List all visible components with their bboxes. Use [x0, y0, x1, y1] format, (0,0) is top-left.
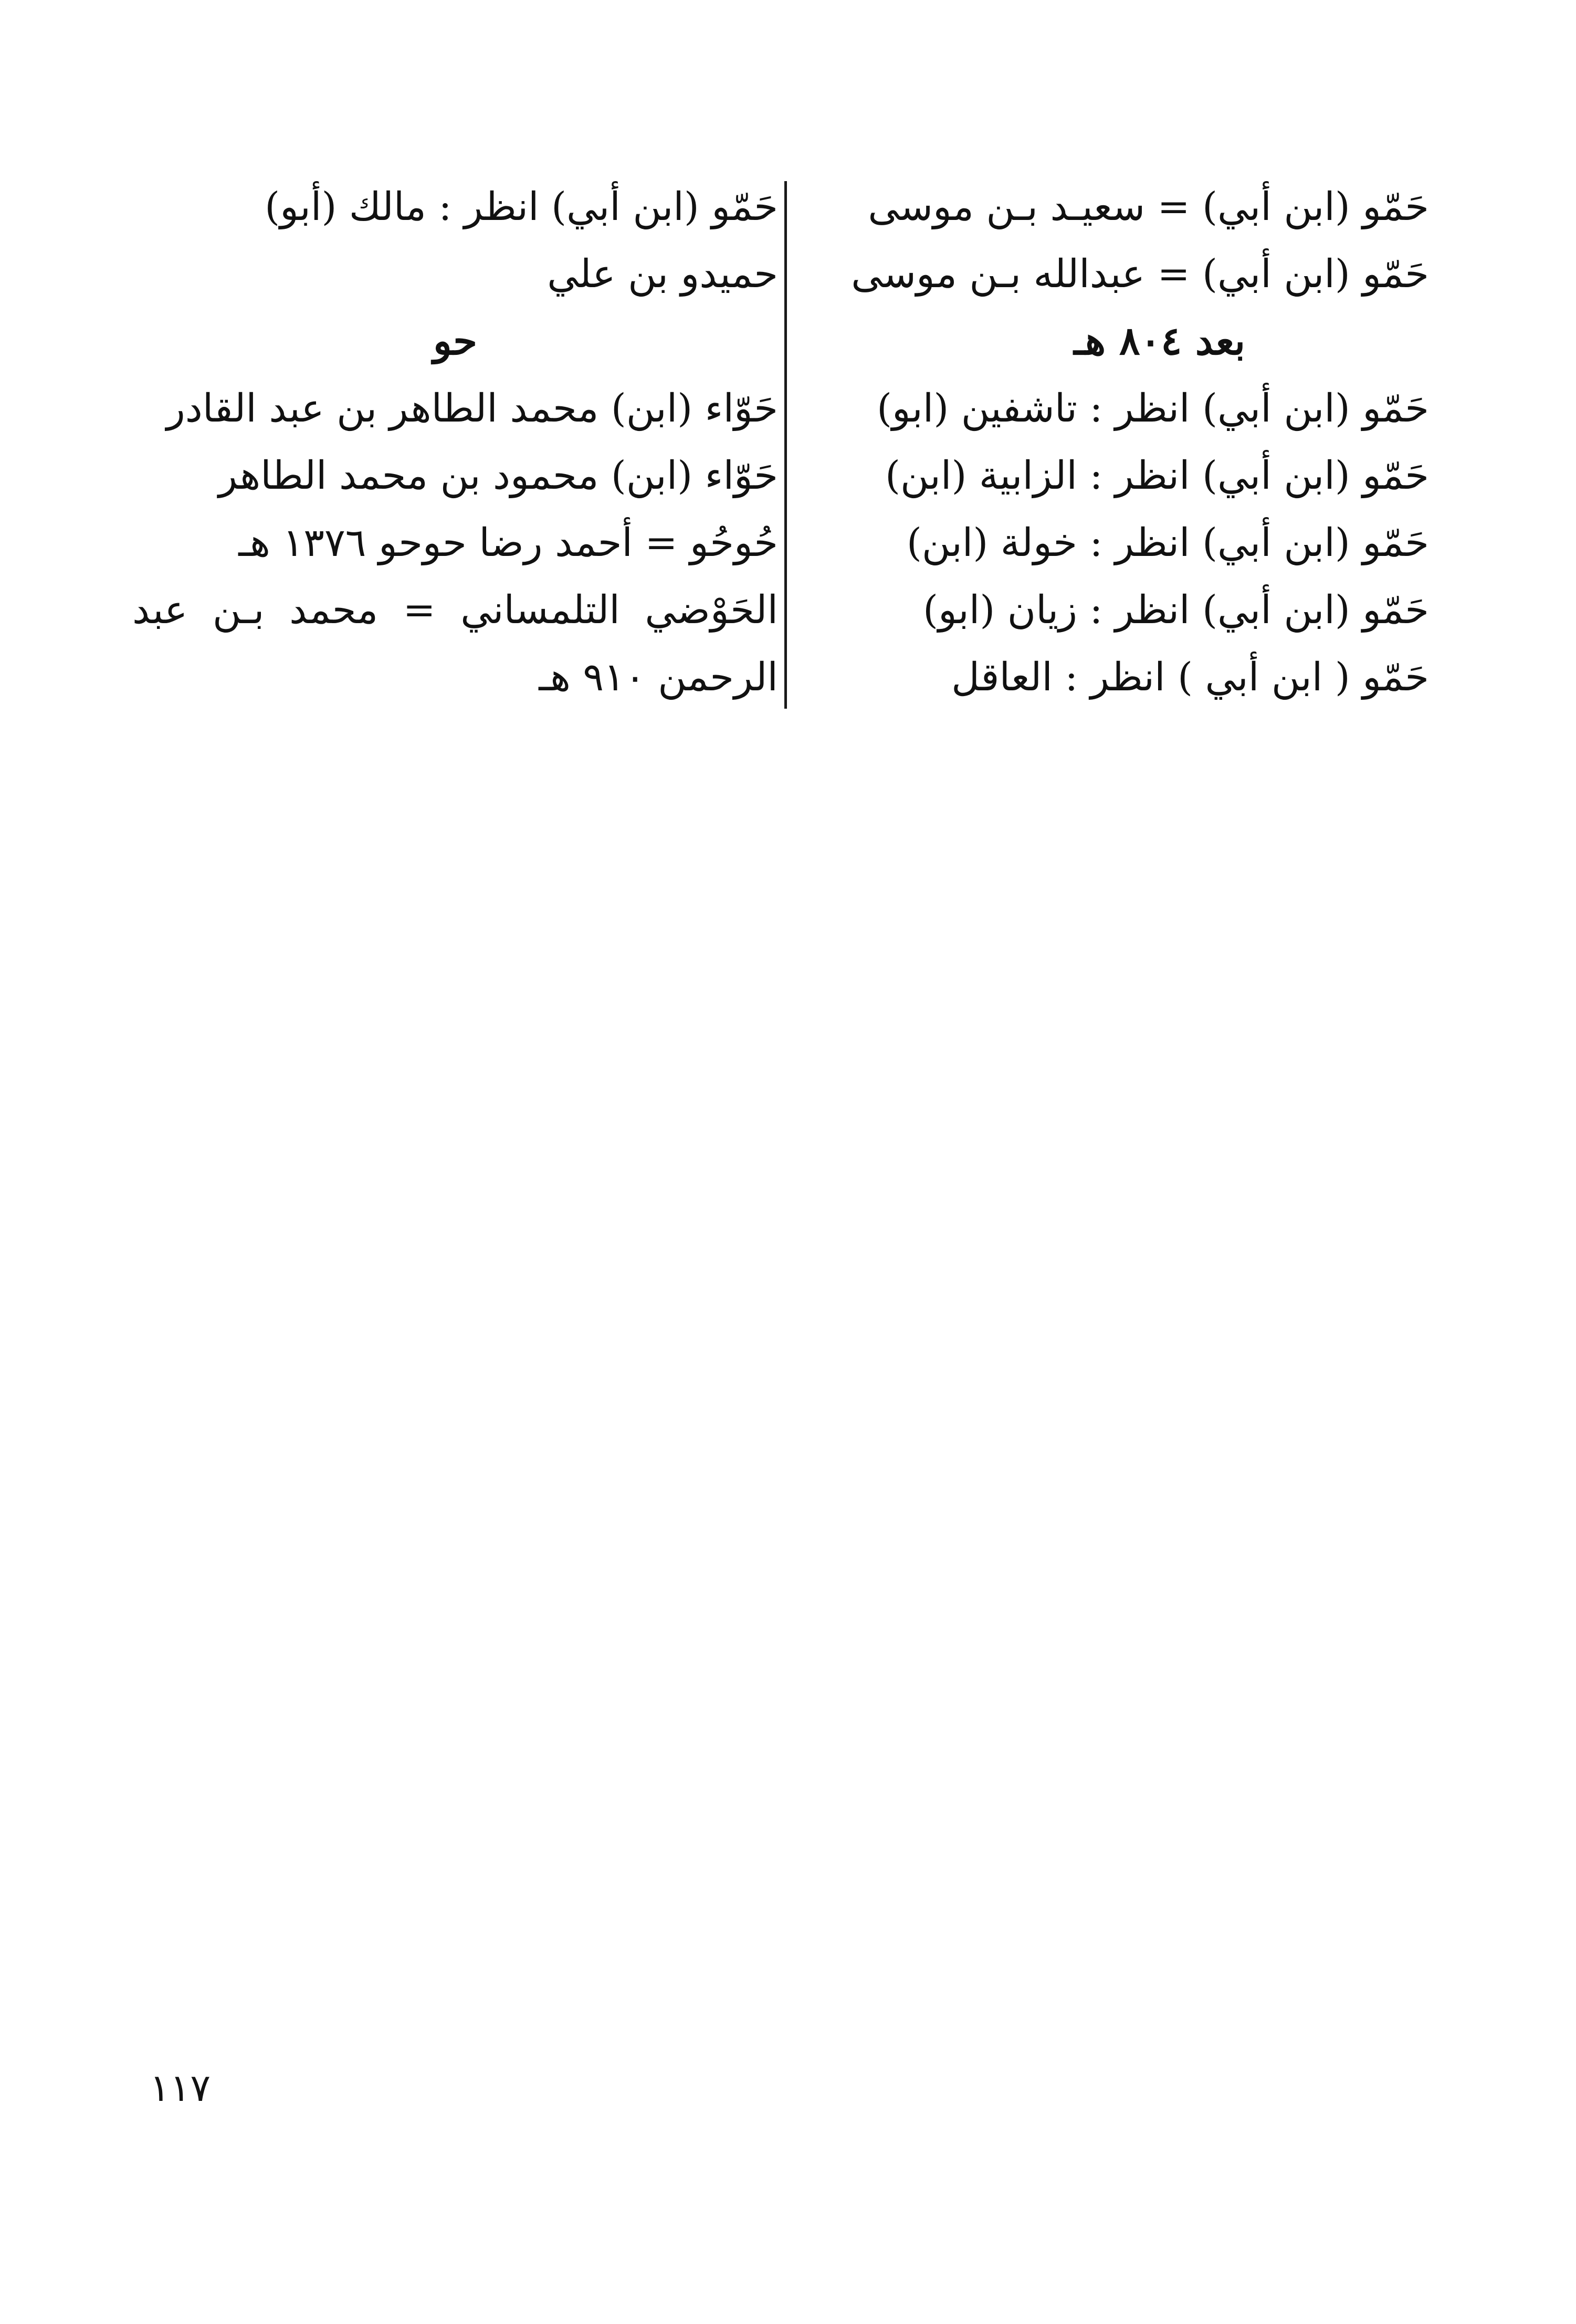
- column-divider: [784, 181, 787, 709]
- date-note: بعد ٨٠٤ هـ: [1074, 319, 1245, 364]
- right-column: [810, 173, 1429, 711]
- index-entry: حَمّو (ابن أبي) انظر : زيان (ابو): [923, 587, 1429, 633]
- page-number: ١١٧: [150, 2066, 211, 2110]
- index-entry: حَمّو (ابن أبي) انظر : تاشفين (ابو): [877, 386, 1429, 431]
- index-entry: حَوّاء (ابن) محمد الطاهر بن عبد القادر: [166, 386, 778, 431]
- index-entry: الحَوْضي التلمساني = محمد بـن عبد الرحمن ٩١٠ هـ: [132, 587, 778, 700]
- index-entry: حميدو بن علي: [547, 251, 778, 297]
- index-entry: حُوحُو = أحمد رضا حوحو ١٣٧٦ هـ: [238, 520, 778, 565]
- index-entry: حَمّو (ابن أبي) = عبدالله بـن موسى: [851, 251, 1429, 297]
- index-entry: حَمّو (ابن أبي) انظر : الزابية (ابن): [885, 453, 1429, 498]
- left-column: [132, 173, 778, 711]
- index-entry: حَمّو (ابن أبي) انظر : مالك (أبو): [265, 184, 778, 229]
- section-heading: حو: [433, 319, 477, 364]
- index-entry: حَوّاء (ابن) محمود بن محمد الطاهر: [218, 453, 778, 498]
- index-entry: حَمّو (ابن أبي) انظر : خولة (ابن): [907, 520, 1429, 565]
- index-entry: حَمّو ( ابن أبي ) انظر : العاقل: [951, 655, 1429, 700]
- index-entry: حَمّو (ابن أبي) = سعيـد بـن موسى: [868, 184, 1429, 229]
